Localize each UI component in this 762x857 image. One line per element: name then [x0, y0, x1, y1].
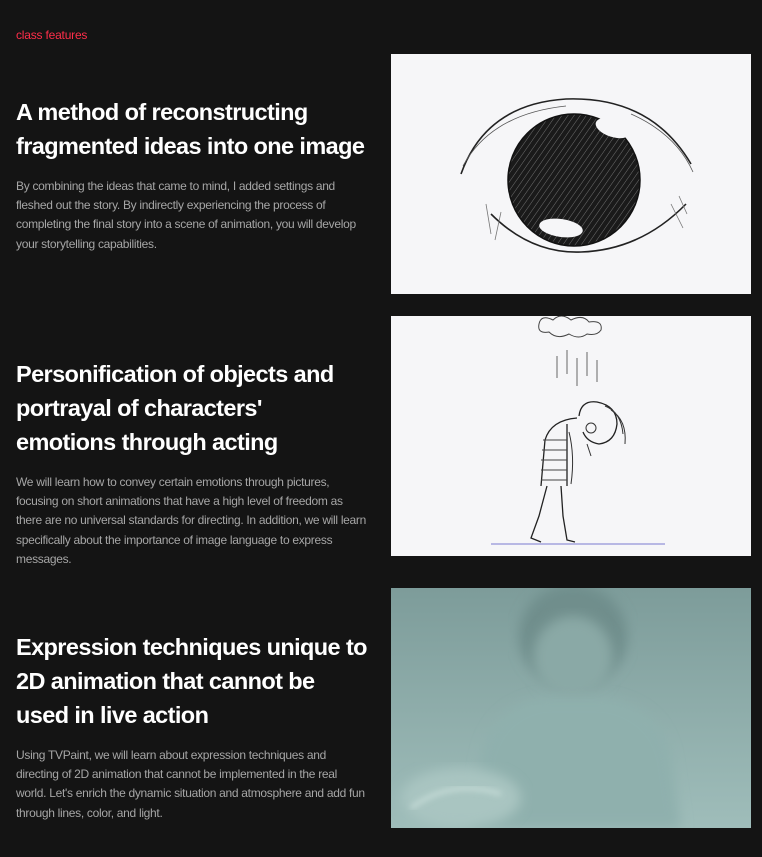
sad-character-illustration	[391, 316, 751, 556]
feature-description: By combining the ideas that came to mind, I added settings and fleshed out the story. By indirectly experiencing the process of completing the final story into a scene of animation, you will develop your storytelling capabilities.	[16, 179, 356, 251]
section-label: class features	[16, 28, 88, 42]
feature-title-line: fragmented ideas into one image	[16, 133, 365, 159]
feature-text	[16, 95, 378, 254]
feature-description: Using TVPaint, we will learn about expression techniques and directing of 2D animation that cannot be implemented in the real world. Let's enrich the dynamic situation and atmosphere and add fun through lines, color, and light.	[16, 748, 365, 820]
feature-title-line: portrayal of characters'	[16, 395, 262, 421]
feature-title-line: Expression techniques unique to	[16, 634, 367, 660]
feature-description: We will learn how to convey certain emotions through pictures, focusing on short animations that have a high level of freedom as there are no universal standards for directing. In addition, we will learn specifically about the importance of image language to express messages.	[16, 475, 367, 566]
blurred-figure-illustration	[391, 588, 751, 828]
eye-sketch-illustration	[391, 54, 751, 294]
feature-title-line: Personification of objects and	[16, 361, 334, 387]
feature-title	[16, 357, 378, 459]
feature-title-line: A method of reconstructing	[16, 99, 308, 125]
blurred-figure-image	[391, 588, 751, 828]
feature-title	[16, 630, 378, 732]
feature-text	[16, 630, 378, 823]
feature-title-line: used in live action	[16, 702, 209, 728]
sad-character-sketch-image	[391, 316, 751, 556]
feature-title-line: 2D animation that cannot be	[16, 668, 315, 694]
eye-sketch-image	[391, 54, 751, 294]
feature-title	[16, 95, 378, 163]
feature-text	[16, 357, 378, 569]
feature-title-line: emotions through acting	[16, 429, 278, 455]
